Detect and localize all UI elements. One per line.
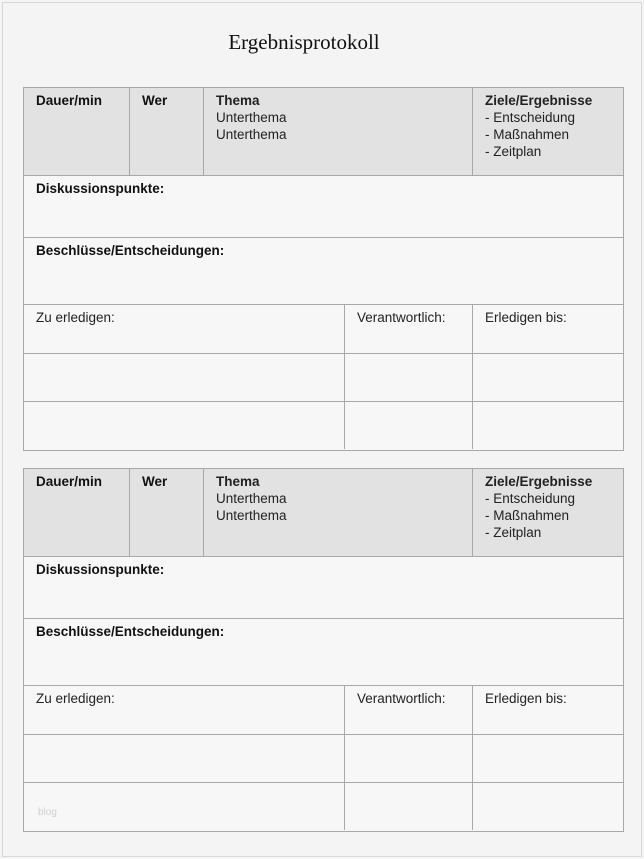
- todo-cell-task: [24, 734, 345, 782]
- todo-cell-task: [24, 782, 345, 830]
- todo-cell-owner: [345, 401, 473, 449]
- section-beschluesse: Beschlüsse/Entscheidungen:: [24, 238, 623, 305]
- header-dauer: Dauer/min: [24, 469, 130, 556]
- header-thema: Thema: [216, 474, 260, 489]
- todo-cell-due: [473, 734, 623, 782]
- todo-col-task: Zu erledigen:: [24, 686, 345, 734]
- todo-header-row: [24, 686, 623, 735]
- todo-cell-owner: [345, 353, 473, 401]
- header-ziele-cell: [473, 469, 623, 556]
- header-wer: Wer: [130, 469, 204, 556]
- todo-cell-owner: [345, 734, 473, 782]
- ziele-subitem: - Entscheidung: [485, 491, 576, 506]
- section-beschluesse: Beschlüsse/Entscheidungen:: [24, 619, 623, 686]
- thema-subitem: Unterthema: [216, 491, 287, 506]
- todo-cell-due: [473, 782, 623, 830]
- header-wer: Wer: [130, 88, 204, 175]
- thema-subitem: Unterthema: [216, 508, 287, 523]
- header-thema-cell: [204, 88, 473, 175]
- header-dauer: Dauer/min: [24, 88, 130, 175]
- page-title: Ergebnisprotokoll: [228, 30, 380, 54]
- protocol-block-1: [23, 87, 624, 451]
- header-row: [24, 469, 623, 557]
- section-diskussionspunkte: Diskussionspunkte:: [24, 176, 623, 238]
- todo-cell-task: [24, 401, 345, 449]
- todo-cell-task: [24, 353, 345, 401]
- section-diskussionspunkte: Diskussionspunkte:: [24, 557, 623, 619]
- todo-row: [24, 401, 623, 449]
- todo-header-row: [24, 305, 623, 354]
- todo-row: [24, 782, 623, 830]
- todo-col-due: Erledigen bis:: [485, 310, 567, 325]
- todo-col-owner: Verantwortlich:: [345, 686, 473, 734]
- todo-col-due: Erledigen bis:: [485, 691, 567, 706]
- ziele-subitem: - Maßnahmen: [485, 127, 570, 142]
- todo-row: [24, 734, 623, 783]
- header-thema: Thema: [216, 93, 260, 108]
- todo-row: [24, 353, 623, 402]
- protocol-block-2: [23, 468, 624, 832]
- header-row: [24, 88, 623, 176]
- watermark: blog: [38, 807, 57, 818]
- todo-cell-owner: [345, 782, 473, 830]
- ziele-subitem: - Entscheidung: [485, 110, 576, 125]
- header-ziele: Ziele/Ergebnisse: [485, 474, 593, 489]
- todo-col-owner: Verantwortlich:: [345, 305, 473, 353]
- todo-table: [24, 305, 623, 450]
- header-ziele: Ziele/Ergebnisse: [485, 93, 593, 108]
- header-thema-cell: [204, 469, 473, 556]
- ziele-subitem: - Zeitplan: [485, 525, 542, 540]
- thema-subitem: Unterthema: [216, 127, 287, 142]
- todo-cell-due: [473, 401, 623, 449]
- header-ziele-cell: [473, 88, 623, 175]
- todo-col-task: Zu erledigen:: [24, 305, 345, 353]
- ziele-subitem: - Maßnahmen: [485, 508, 570, 523]
- ziele-subitem: - Zeitplan: [485, 144, 542, 159]
- todo-cell-due: [473, 353, 623, 401]
- todo-table: [24, 686, 623, 831]
- thema-subitem: Unterthema: [216, 110, 287, 125]
